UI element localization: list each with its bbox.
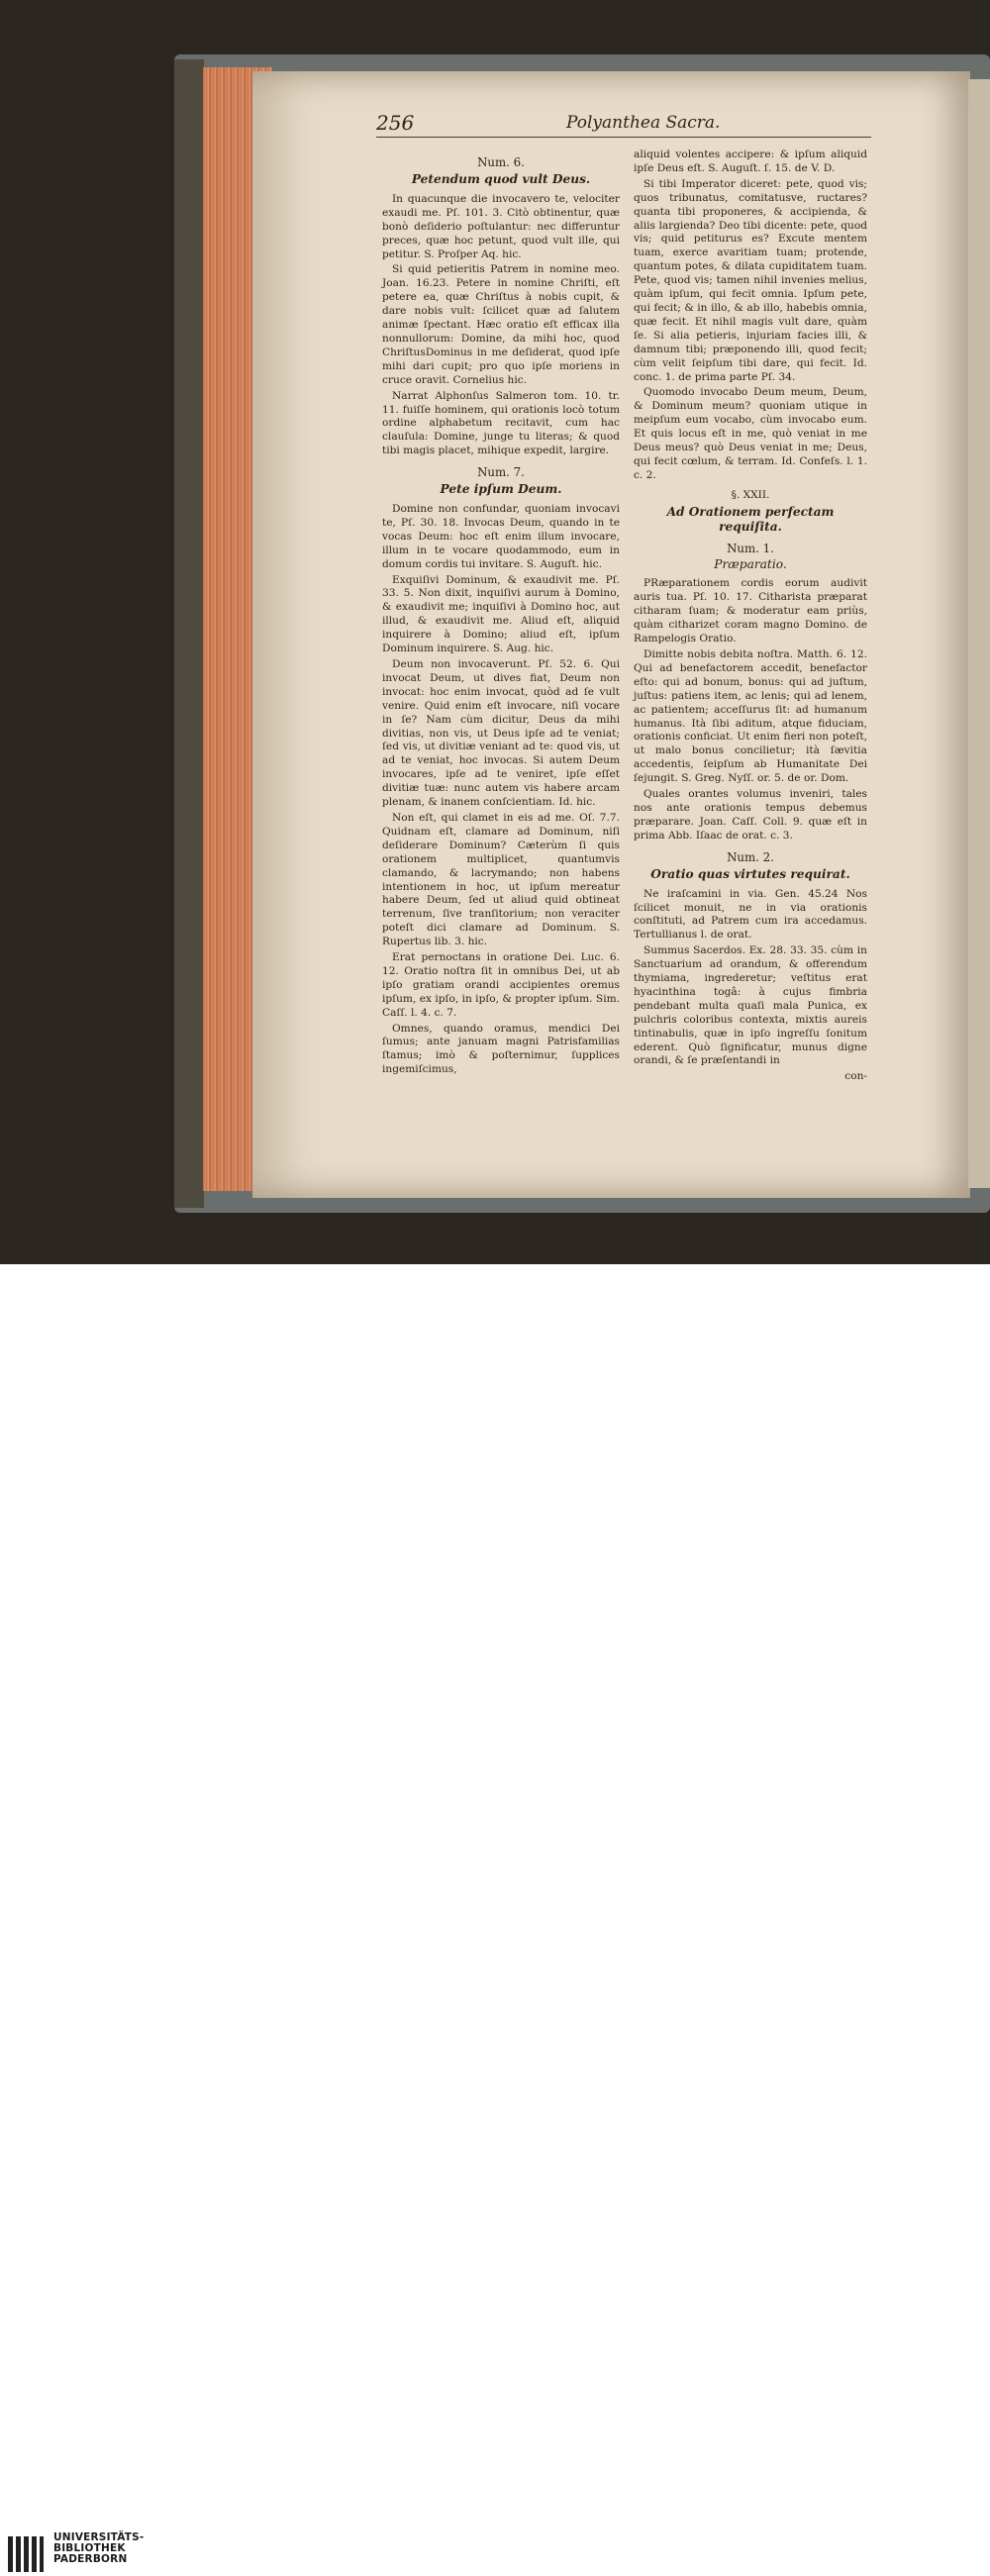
- paragraph: Non eſt, qui clamet in eis ad me. Oſ. 7.7. Quidnam eſt, clamare ad Dominum, niſi deſiderare Dominum? Cæterùm ſi quis orationem multiplicet, quantumvis clamando, & lacrymando; non habens intentionem in hoc, ut ipſum mereatur habere Deum, ſed ut aliud quid obtineat terrenum, ſive tranſitorium; non veraciter poteſt dici clamare ad Dominum. S. Rupertus lib. 3. hic.: [382, 811, 620, 948]
- paragraph: Erat pernoctans in oratione Dei. Luc. 6. 12. Oratio noſtra ſit in omnibus Dei, ut ab ipſo gratiam orandi accipientes oremus ipſum, ex ipſo, in ipſo, & propter ipſum. Sim. Caſſ. l. 4. c. 7.: [382, 951, 620, 1019]
- section-heading: Petendum quod vult Deus.: [411, 171, 591, 186]
- paragraph: Si quid petieritis Patrem in nomine meo. Joan. 16.23. Petere in nomine Chriſti, eſt petere ea, quæ Chriſtus à nobis cupit, & dare nobis vult: ſcilicet quæ ad ſalutem animæ ſpectant. Hæc oratio eſt efficax illa nonnullorum: Domine, da mihi hoc, quod ChriſtusDominus in me deſiderat, quod ipſe mihi dari cupit; pro quo ipſe moriens in cruce oravit. Cornelius hic.: [382, 263, 620, 386]
- paragraph: Si tibi Imperator diceret: pete, quod vis; quos tribunatus, comitatusve, ructares? quanta tibi proponeres, & accipienda, & aliis largienda? Deo tibi dicente: pete, quod vis; quid petiturus es? Excute mentem tuam, exerce avaritiam tuam; protende, quantum potes, & dilata cupiditatem tuam. Pete, quod vis; tamen nihil invenies melius, quàm ipſum, qui fecit omnia. Ipſum pete, qui fecit; & in illo, & ab illo, habebis omnia, quæ fecit. Et nihil magis vult dare, quàm ſe. Si alia petieris, injuriam facies illi, & damnum tibi; præponendo illi, quod fecit; cùm velit ſeipſum tibi dare, qui fecit. Id. conc. 1. de prima parte Pſ. 34.: [634, 177, 867, 383]
- paragraph: Quomodo invocabo Deum meum, Deum, & Dominum meum? quoniam utique in meipſum eum vocabo, cùm invocabo eum. Et quis locus eſt in me, quò veniat in me Deus meus? quò Deus veniat in me; Deus, qui fecit cœlum, & terram. Id. Confeſs. l. 1. c. 2.: [634, 386, 867, 481]
- catchword: con-: [844, 1070, 867, 1083]
- subheading: Præparatio.: [714, 556, 787, 571]
- section-number: Num. 7.: [477, 465, 525, 480]
- library-logo-icon: [6, 2532, 46, 2576]
- paragraph: Narrat Alphonſus Salmeron tom. 10. tr. 11. fuiſſe hominem, qui orationis locò totum ordine alphabetum recitavit, cum hac clauſula: Domine, junge tu literas; & quod tibi magis placet, mihique expedit, largire.: [382, 389, 620, 457]
- paragraph: Domine non confundar, quoniam invocavi te, Pſ. 30. 18. Invocas Deum, quando in te vocas Deum: hoc eſt enim illum invocare, illum in te vocare quodammodo, eum in domum cordis tui invitare. S. Auguſt. hic.: [382, 503, 620, 570]
- paragraph: Exquiſivi Dominum, & exaudivit me. Pſ. 33. 5. Non dixit, inquiſivi aurum à Domino, & exaudivit me; inquiſivi à Domino hoc, aut illud, & exaudivit me. Aliud eſt, aliquid inquirere à Domino; aliud eſt, ipſum Dominum inquirere. S. Aug. hic.: [382, 573, 620, 655]
- library-line-1: UNIVERSITÄTS-: [53, 2531, 145, 2543]
- section-heading: Ad Orationem perfectam requiſita.: [666, 504, 835, 534]
- book-spine: [174, 59, 204, 1208]
- paragraph: Omnes, quando oramus, mendici Dei ſumus; ante januam magni Patrisfamilias ſtamus; imò & poſternimur, ſupplices ingemiſcimus,: [382, 1022, 620, 1076]
- paragraph: Ne iraſcamini in via. Gen. 45.24 Nos ſcilicet monuit, ne in via orationis conſtituti, ad Patrem cum ira accedamus. Tertullianus l. de orat.: [634, 887, 867, 941]
- book-scan: [0, 0, 990, 1264]
- right-column: [634, 149, 867, 1086]
- section-number: Num. 6.: [477, 155, 525, 169]
- library-line-2: BIBLIOTHEK: [53, 2542, 126, 2555]
- running-title: Polyanthea Sacra.: [566, 113, 721, 133]
- paragraph: In quacunque die invocavero te, velociter exaudi me. Pſ. 101. 3. Citò obtinentur, quæ bonò deſiderio poſtulantur: nec differuntur preces, quæ hoc petunt, quod vult ille, qui petitur. S. Proſper Aq. hic.: [382, 192, 620, 260]
- page-number: 256: [376, 111, 415, 135]
- section-marker: §. XXII.: [731, 488, 770, 501]
- library-line-3: PADERBORN: [53, 2553, 128, 2566]
- paragraph: PRæparationem cordis eorum audivit auris tua. Pſ. 10. 17. Citharista præparat citharam ſuam; & moderatur eam priùs, quàm citharizet coram magno Domino. de Rampelogis Oratio.: [634, 577, 867, 645]
- section-number: Num. 2.: [727, 849, 774, 864]
- left-column: [382, 149, 620, 1079]
- right-page-edge: [968, 79, 990, 1188]
- paragraph-continued: aliquid volentes accipere: & ipſum aliquid ipſe Deus eſt. S. Auguſt. ſ. 15. de V. D.: [634, 149, 867, 174]
- paragraph: Dimitte nobis debita noſtra. Matth. 6. 12. Qui ad benefactorem accedit, benefactor eſto: qui ad bonum, bonus: qui ad juſtum, juſtus: patiens item, ac lenis; qui ad lenem, ac patientem; acceſſurus ſit: ad humanum humanus. Ità ſibi aditum, atque fiduciam, orationis conficiat. Ut enim fieri non poteſt, ut malo bonus concilietur; ità ſævitia accedentis, ſeipſum ab Humanitate Dei ſejungit. S. Greg. Nyſſ. or. 5. de or. Dom.: [634, 648, 867, 785]
- header-rule: [376, 137, 871, 138]
- footer: [0, 1264, 990, 2566]
- paragraph: Summus Sacerdos. Ex. 28. 33. 35. cùm in Sanctuarium ad orandum, & offerendum thymiama, ingrederetur; veſtitus erat hyacinthina togâ: à cujus fimbria pendebant multa quaſi mala Punica, ex pulchris coloribus contexta, mixtis aureis tintinabulis, quæ in ipſo ingreſſu ſonitum ederent. Quò ſignificatur, munus digne orandi, & ſe præſentandi in: [634, 944, 867, 1067]
- paragraph: Quales orantes volumus inveniri, tales nos ante orationis tempus debemus præparare. Joan. Caſſ. Coll. 9. quæ eſt in prima Abb. Iſaac de orat. c. 3.: [634, 788, 867, 842]
- section-heading: Pete ipſum Deum.: [440, 482, 562, 497]
- section-number: Num. 1.: [727, 541, 774, 555]
- paragraph: Deum non invocaverunt. Pſ. 52. 6. Qui invocat Deum, ut dives fiat, Deum non invocat: hoc enim invocat, quòd ad ſe vult venire. Quid enim eſt invocare, niſi vocare in ſe? Nam cùm dicitur, Deus da mihi divitias, non vis, ut Deus ipſe ad te veniat; ſed vis, ut divitiæ veniant ad te: quod vis, ut ad te veniat, hoc invocas. Si autem Deum invocares, ipſe ad te veniret, ipſe eſſet divitiæ tuæ: nunc autem vis habere arcam plenam, & inanem conſcientiam. Id. hic.: [382, 658, 620, 809]
- library-name: [53, 2532, 144, 2566]
- section-heading: Oratio quas virtutes requirat.: [650, 866, 850, 881]
